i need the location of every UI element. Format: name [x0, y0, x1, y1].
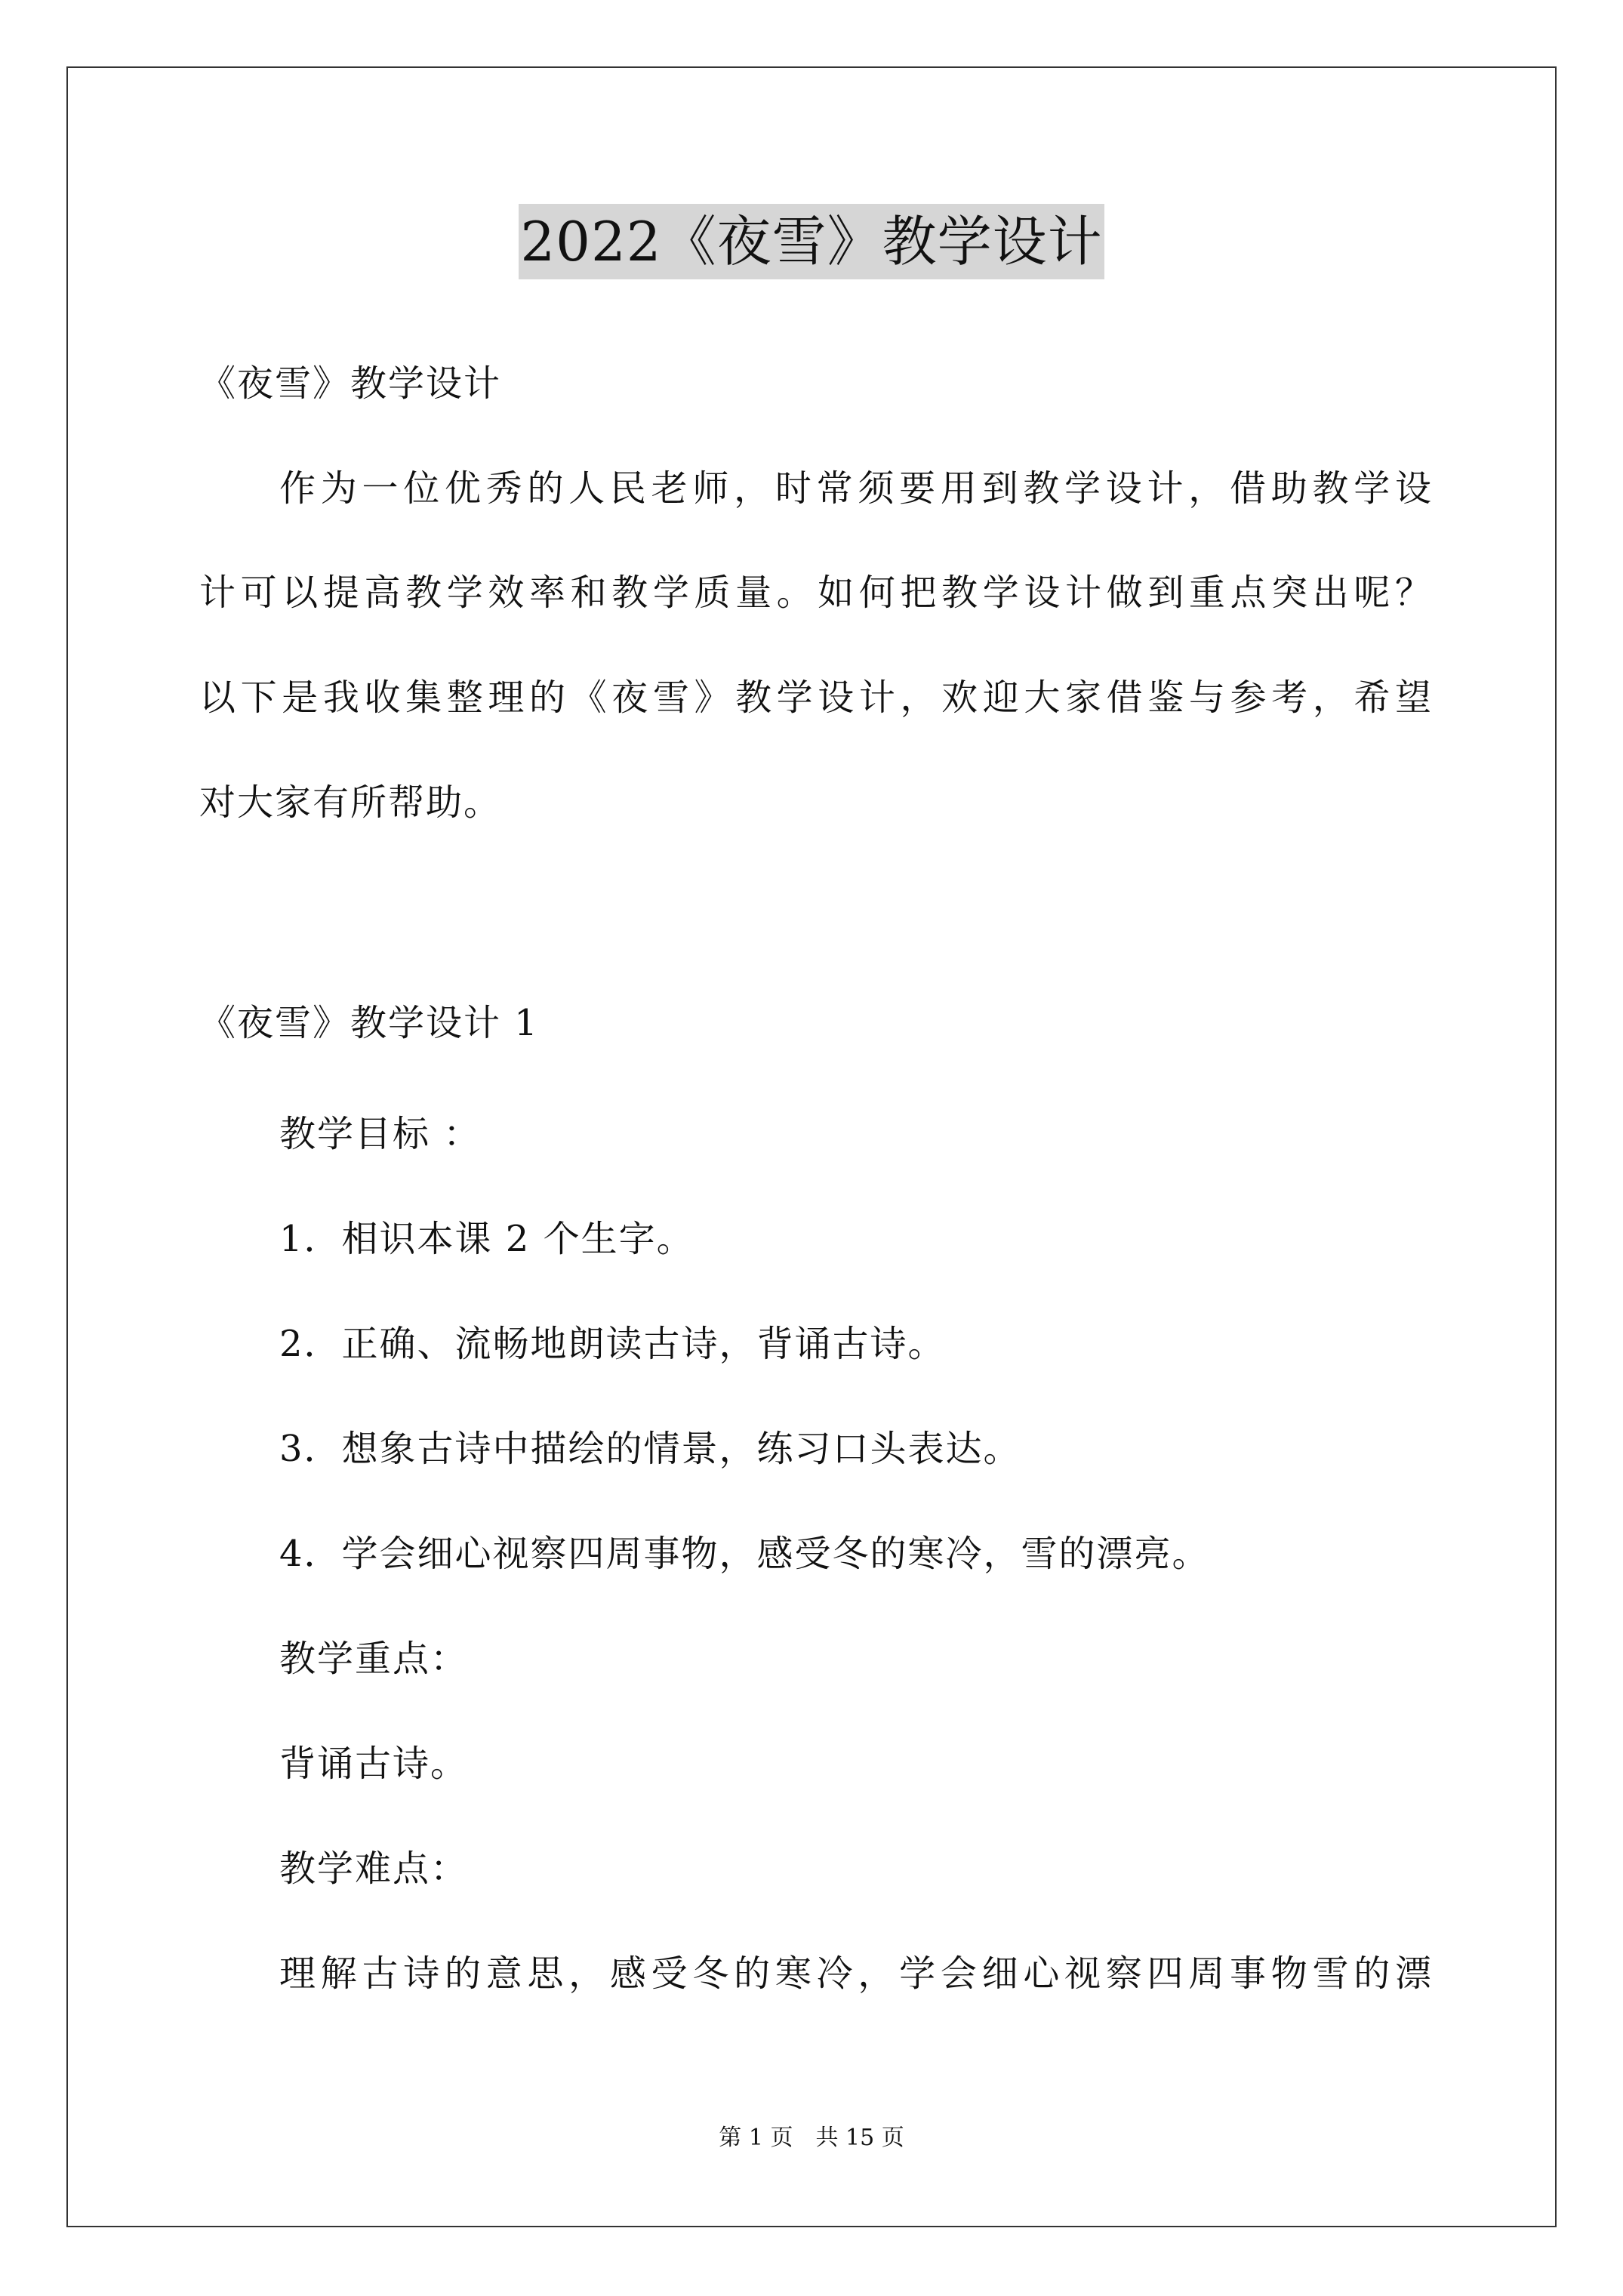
document-subtitle: 《夜雪》教学设计	[199, 362, 502, 405]
difficulty-text: 理解古诗的意思，感受冬的寒冷，学会细心视察四周事物雪的漂	[279, 1952, 1431, 1995]
intro-line-1: 作为一位优秀的人民老师，时常须要用到教学设计，借助教学设	[279, 467, 1431, 510]
intro-line-4: 对大家有所帮助。	[199, 781, 502, 824]
page-number-footer: 第 1 页 共 15 页	[719, 2125, 904, 2151]
goal-item-4: 4．学会细心视察四周事物，感受冬的寒冷，雪的漂亮。	[279, 1533, 1210, 1575]
key-point-label: 教学重点：	[279, 1638, 469, 1680]
goal-item-2: 2．正确、流畅地朗读古诗，背诵古诗。	[279, 1323, 946, 1365]
key-point-text: 背诵古诗。	[279, 1743, 469, 1785]
section-heading: 《夜雪》教学设计 1	[199, 1002, 539, 1044]
goal-item-3: 3．想象古诗中描绘的情景，练习口头表达。	[279, 1428, 1021, 1470]
goals-label: 教学目标 ：	[279, 1113, 482, 1155]
intro-line-3: 以下是我收集整理的《夜雪》教学设计，欢迎大家借鉴与参考，希望	[199, 676, 1431, 719]
document-title: 2022《夜雪》教学设计	[519, 204, 1104, 279]
intro-line-2: 计可以提高教学效率和教学质量。如何把教学设计做到重点突出呢？	[199, 572, 1431, 614]
title-container	[0, 204, 1623, 279]
difficulty-label: 教学难点：	[279, 1848, 469, 1890]
goal-item-1: 1．相识本课 2 个生字。	[279, 1218, 694, 1260]
